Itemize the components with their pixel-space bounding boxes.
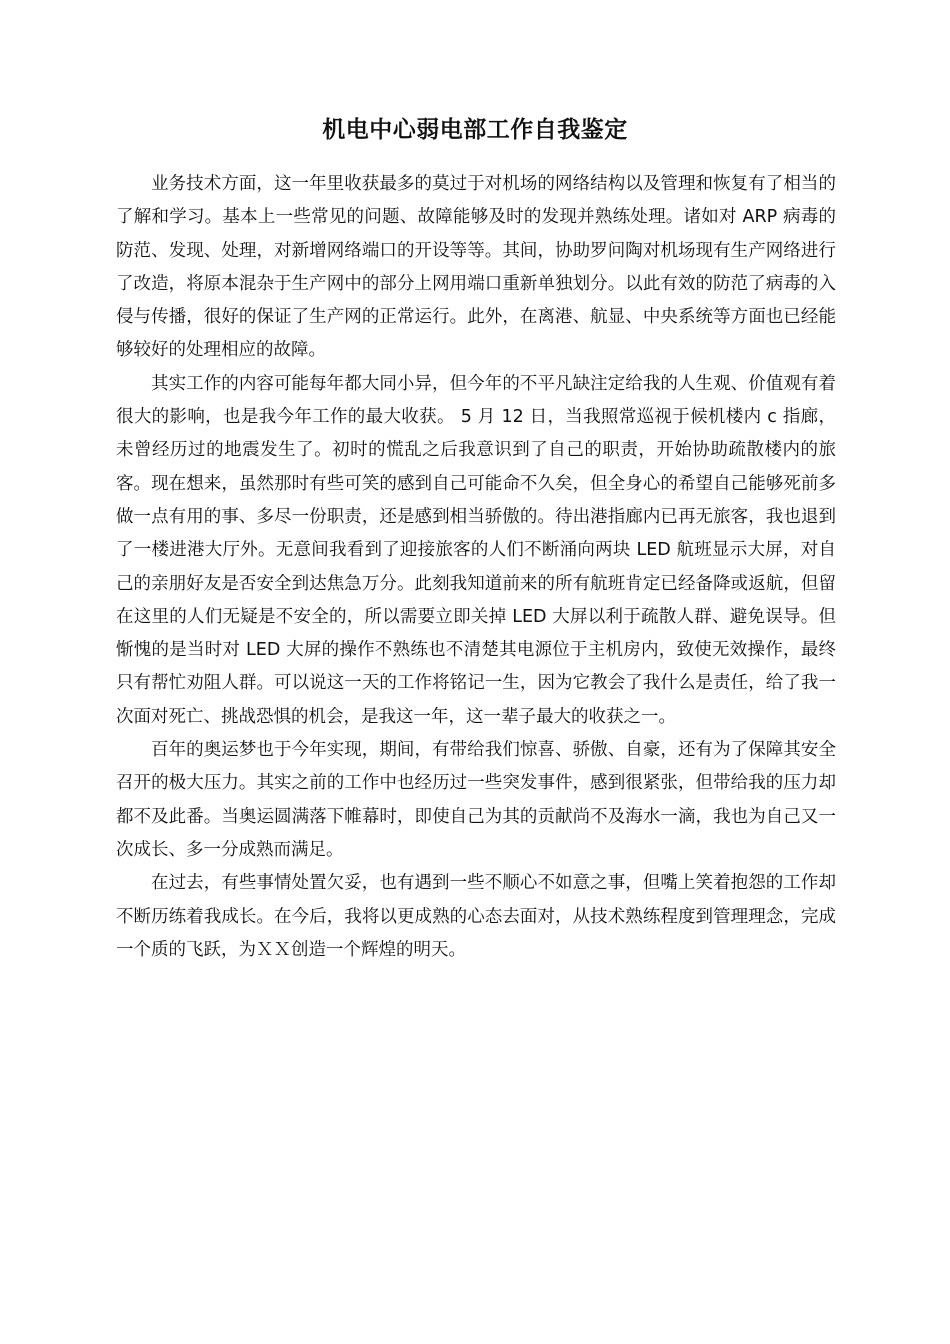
paragraph-olympics: 百年的奥运梦也于今年实现，期间，有带给我们惊喜、骄傲、自豪，还有为了保障其安全召开的极大压力。其实之前的工作中也经历过一些突发事件，感到很紧张，但带给我的压力却都不及此番。当奥运圆满落下帷幕时，即使自己为其的贡献尚不及海水一滴，我也为自己又一次成长、多一分成熟而满足。 bbox=[116, 740, 836, 860]
paragraph-technical-work: 业务技术方面，这一年里收获最多的莫过于对机场的网络结构以及管理和恢复有了相当的了解和学习。基本上一些常见的问题、故障能够及时的发现并熟练处理。诸如对 ARP 病毒的防范、发现、处理，对新增网络端口的开设等等。其间，协助罗问陶对机场现有生产网络进行了改造，将原本混杂于生产网中的部分上网用端口重新单独划分。以此有效的防范了病毒的入侵与传播，很好的保证了生产网的正常运行。此外，在离港、航显、中央系统等方面也已经能够较好的处理相应的故障。 bbox=[116, 174, 836, 361]
document-body bbox=[116, 168, 836, 967]
document-title: 机电中心弱电部工作自我鉴定 bbox=[322, 117, 628, 143]
paragraph-earthquake-experience: 其实工作的内容可能每年都大同小异，但今年的不平凡缺注定给我的人生观、价值观有着很大的影响，也是我今年工作的最大收获。 5 月 12 日，当我照常巡视于候机楼内 c 指廊，未曾经历过的地震发生了。初时的慌乱之后我意识到了自己的职责，开始协助疏散楼内的旅客。现在想来，虽然那时有些可笑的感到自己可能命不久矣，但全身心的希望自己能够死前多做一点有用的事、多尽一份职责，还是感到相当骄傲的。待出港指廊内已再无旅客，我也退到了一楼进港大厅外。无意间我看到了迎接旅客的人们不断涌向两块 LED 航班显示大屏，对自己的亲朋好友是否安全到达焦急万分。此刻我知道前来的所有航班肯定已经备降或返航，但留在这里的人们无疑是不安全的，所以需要立即关掉 LED 大屏以利于疏散人群、避免误导。但惭愧的是当时对 LED 大屏的操作不熟练也不清楚其电源位于主机房内，致使无效操作，最终只有帮忙劝阻人群。可以说这一天的工作将铭记一生，因为它教会了我什么是责任，给了我一次面对死亡、挑战恐惧的机会，是我这一年，这一辈子最大的收获之一。 bbox=[116, 373, 836, 727]
paragraph-future-outlook: 在过去，有些事情处置欠妥，也有遇到一些不顺心不如意之事，但嘴上笑着抱怨的工作却不断历练着我成长。在今后，我将以更成熟的心态去面对，从技术熟练程度到管理理念，完成一个质的飞跃，为ＸＸ创造一个辉煌的明天。 bbox=[116, 873, 836, 960]
